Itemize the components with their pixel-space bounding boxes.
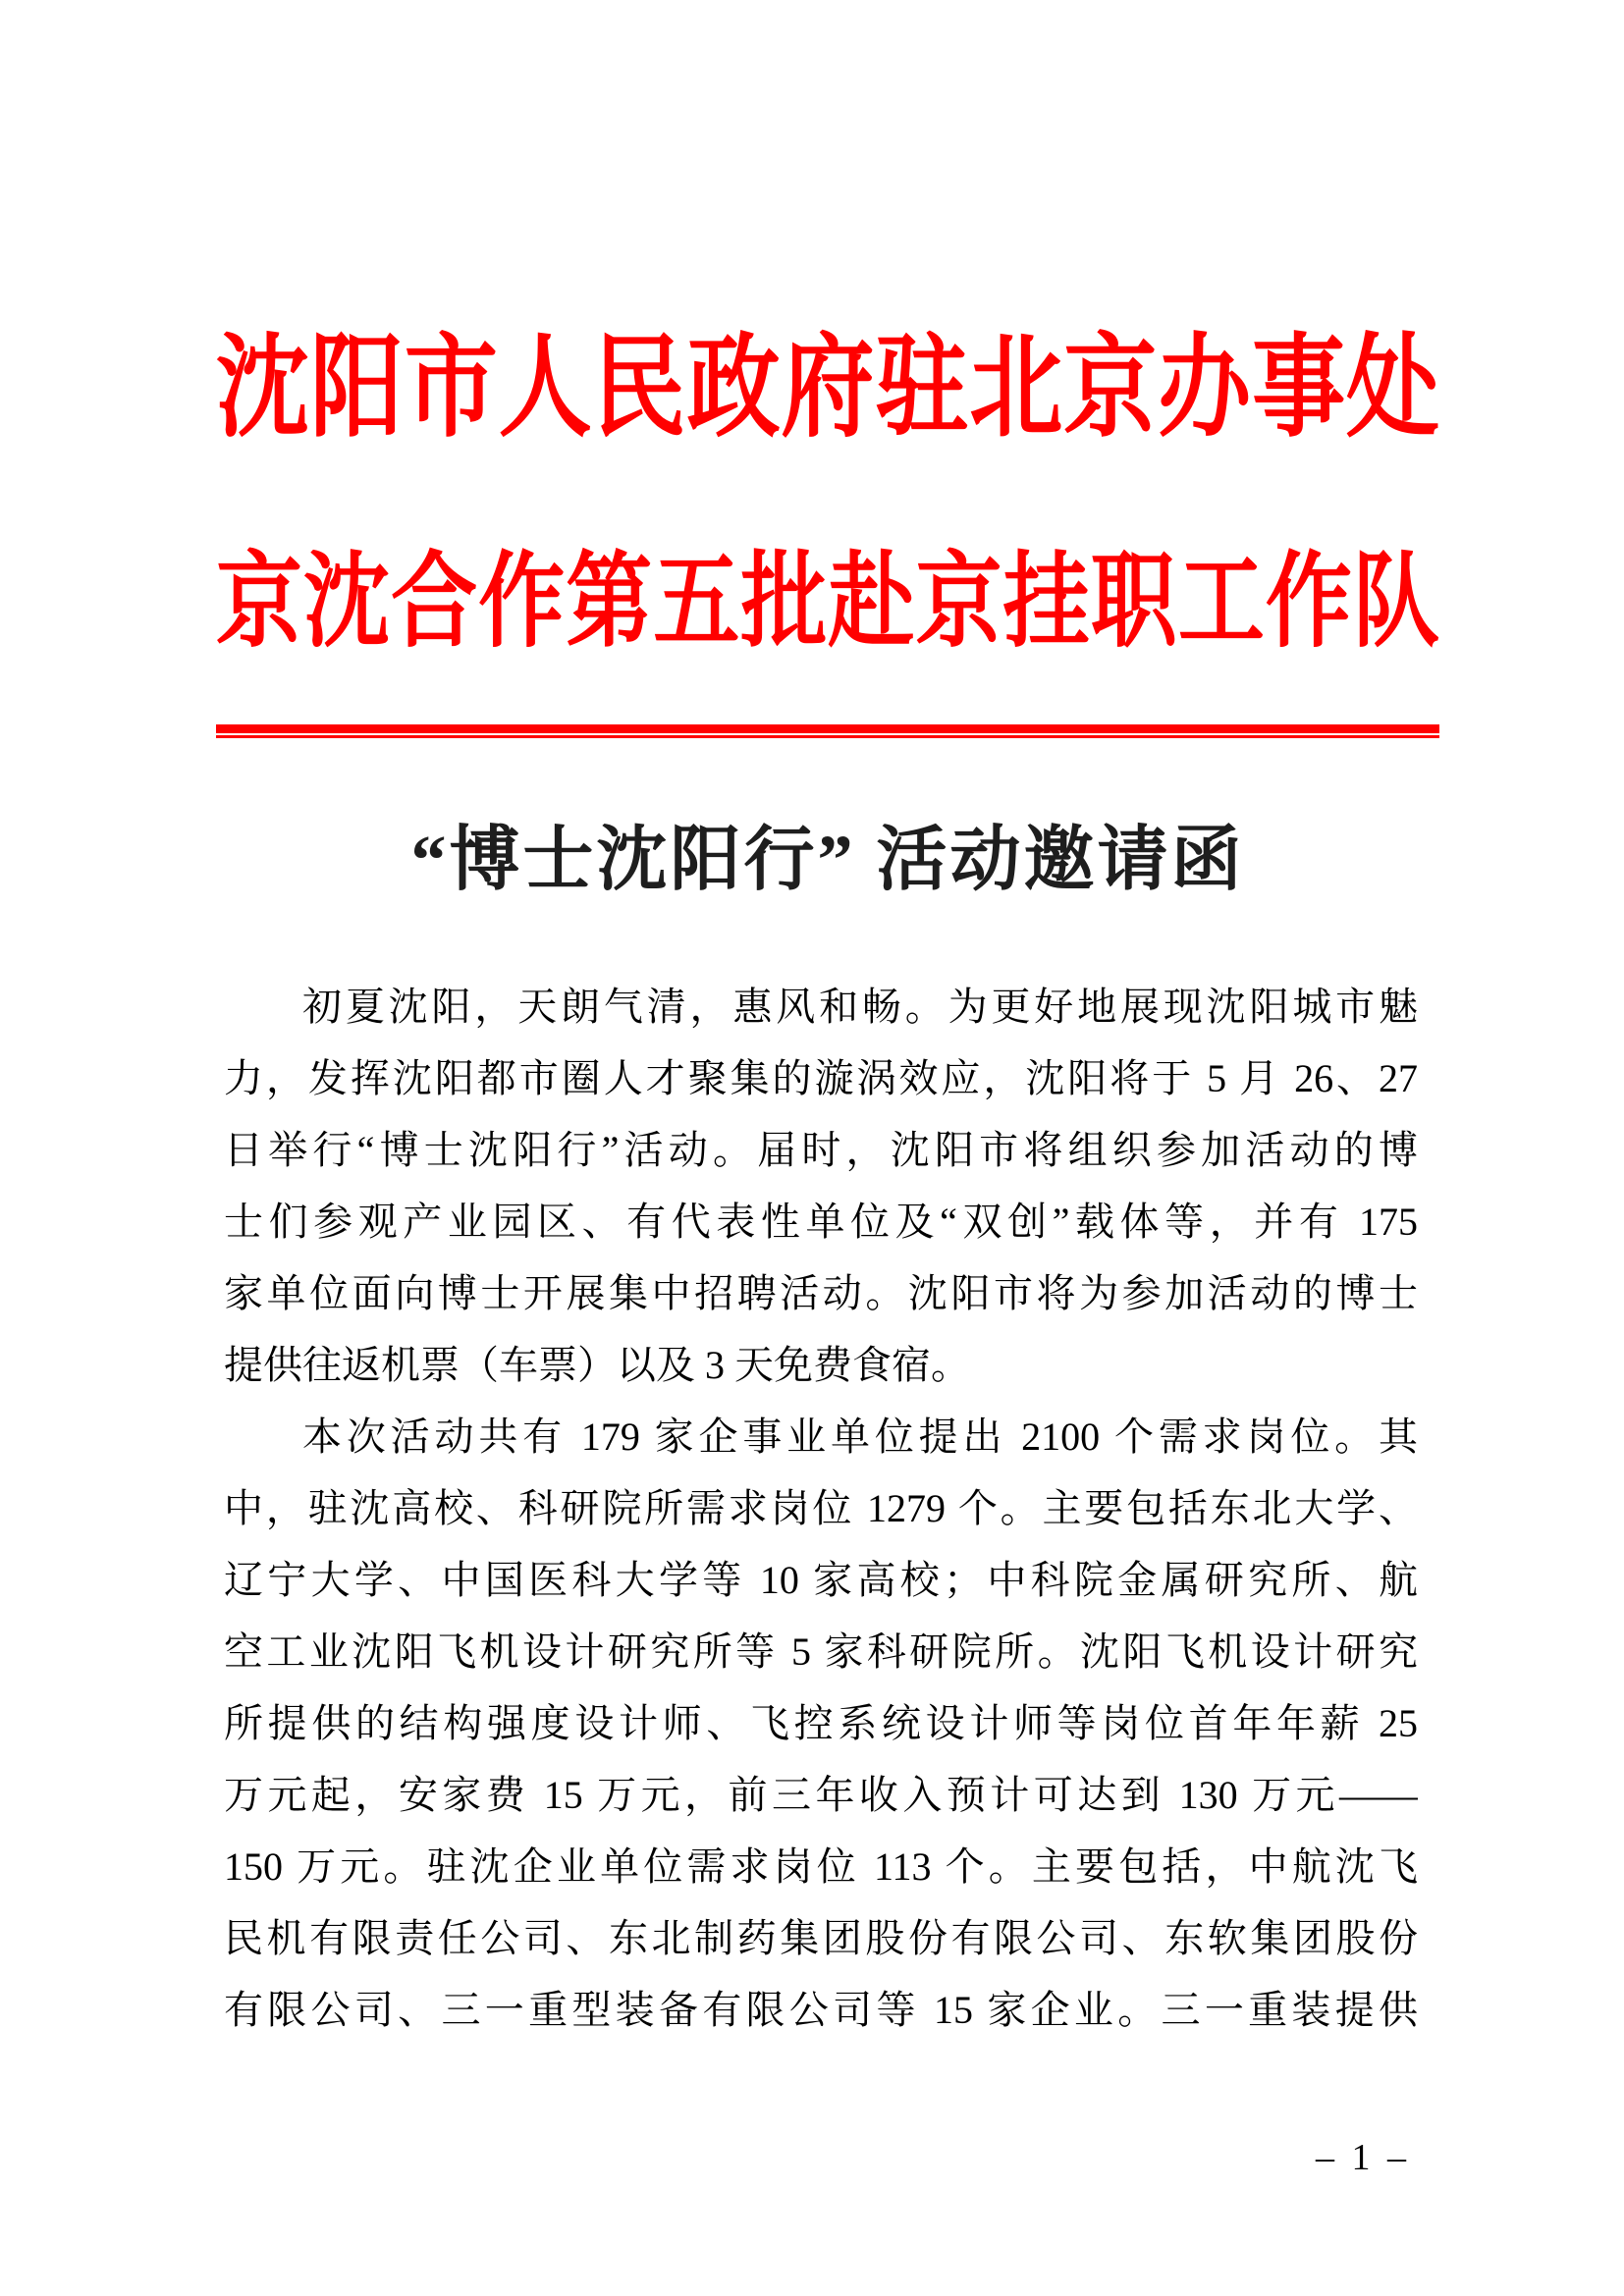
- body-line: 万元起，安家费 15 万元，前三年收入预计可达到 130 万元——: [224, 1773, 1418, 1817]
- header-divider: [216, 724, 1439, 738]
- document-title: “博士沈阳行” 活动邀请函: [410, 821, 1245, 899]
- body-line: 日举行“博士沈阳行”活动。届时，沈阳市将组织参加活动的博: [224, 1128, 1418, 1172]
- letterhead-title-line-1: 沈阳市人民政府驻北京办事处: [216, 326, 1439, 452]
- body-line: 士们参观产业园区、有代表性单位及“双创”载体等，并有 175: [224, 1200, 1418, 1244]
- body-line: 所提供的结构强度设计师、飞控系统设计师等岗位首年年薪 25: [224, 1701, 1418, 1745]
- body-line: 150 万元。驻沈企业单位需求岗位 113 个。主要包括，中航沈飞: [224, 1844, 1418, 1889]
- body-line: 力，发挥沈阳都市圈人才聚集的漩涡效应，沈阳将于 5 月 26、27: [224, 1056, 1418, 1100]
- divider-thick-line: [216, 724, 1439, 733]
- body-line: 本次活动共有 179 家企事业单位提出 2100 个需求岗位。其: [302, 1415, 1418, 1459]
- body-line: 提供往返机票（车票）以及 3 天免费食宿。: [224, 1343, 970, 1387]
- body-line: 中，驻沈高校、科研院所需求岗位 1279 个。主要包括东北大学、: [224, 1486, 1418, 1530]
- page-number: – 1 –: [1316, 2137, 1410, 2178]
- body-line: 空工业沈阳飞机设计研究所等 5 家科研院所。沈阳飞机设计研究: [224, 1629, 1418, 1674]
- document-body: [224, 971, 1418, 2046]
- body-line: 民机有限责任公司、东北制药集团股份有限公司、东软集团股份: [224, 1916, 1418, 1960]
- divider-thin-line: [216, 735, 1439, 738]
- body-line: 有限公司、三一重型装备有限公司等 15 家企业。三一重装提供: [224, 1988, 1418, 2032]
- body-line: 家单位面向博士开展集中招聘活动。沈阳市将为参加活动的博士: [224, 1271, 1418, 1315]
- body-line: 初夏沈阳，天朗气清，惠风和畅。为更好地展现沈阳城市魅: [302, 985, 1418, 1029]
- letterhead-title-line-2: 京沈合作第五批赴京挂职工作队: [216, 546, 1439, 661]
- body-line: 辽宁大学、中国医科大学等 10 家高校；中科院金属研究所、航: [224, 1558, 1418, 1602]
